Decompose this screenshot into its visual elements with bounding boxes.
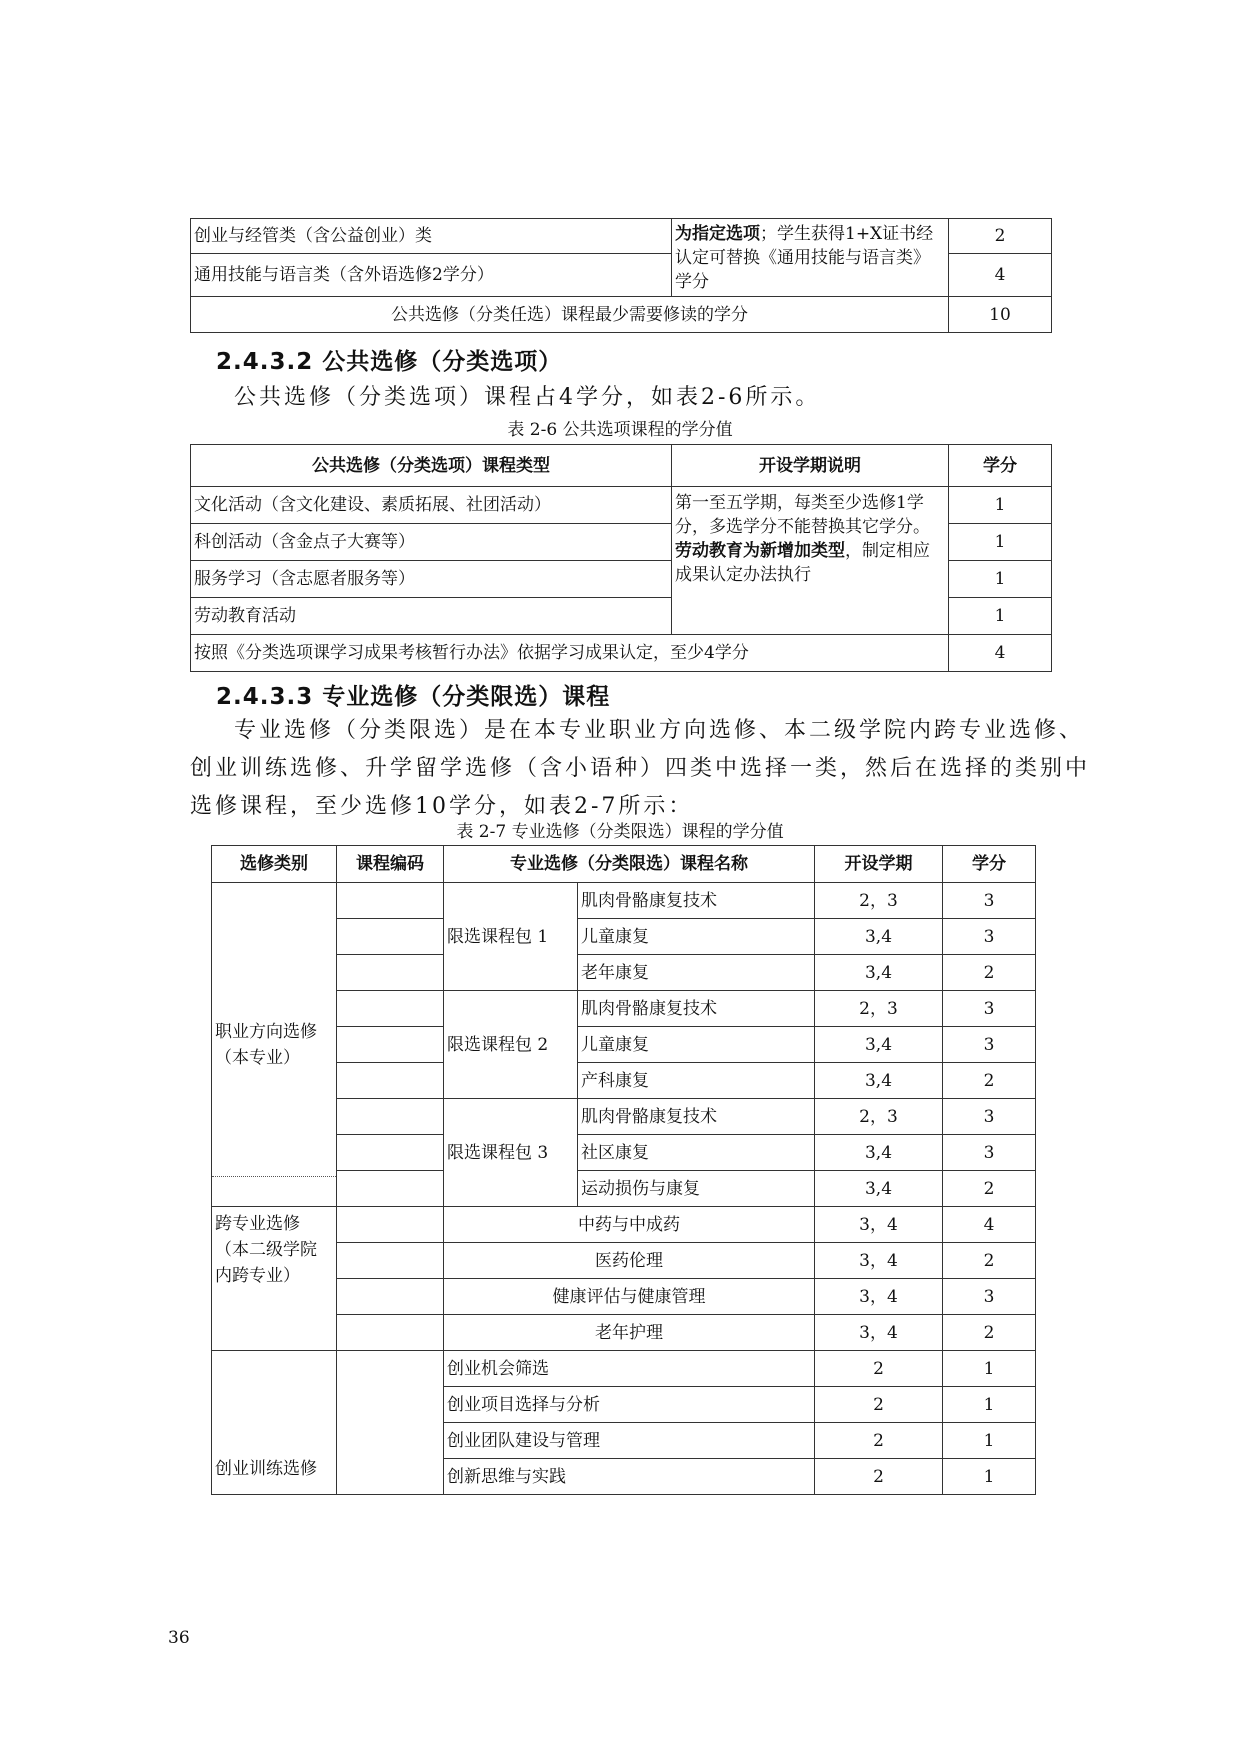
course-credit: 2 [943,1171,1036,1207]
course-semester: 3，4 [815,1279,943,1315]
course-credit: 2 [943,955,1036,991]
table-header: 开设学期 [815,846,943,883]
table-cell: 科创活动（含金点子大赛等） [191,524,672,561]
group-label-line: 跨专业选修 [215,1214,300,1234]
course-name: 创业机会筛选 [444,1351,815,1387]
course-name: 产科康复 [578,1063,815,1099]
course-semester: 3,4 [815,1027,943,1063]
table-footer-credit: 4 [949,635,1052,672]
package-label: 限选课程包 2 [444,991,578,1099]
course-credit: 3 [943,1279,1036,1315]
course-credit: 3 [943,919,1036,955]
course-semester: 3，4 [815,1207,943,1243]
course-credit: 1 [943,1387,1036,1423]
course-name: 健康评估与健康管理 [444,1279,815,1315]
course-credit: 2 [943,1243,1036,1279]
package-label: 限选课程包 1 [444,883,578,991]
course-semester: 2 [815,1459,943,1495]
package-label: 限选课程包 3 [444,1099,578,1207]
note-text: ；学生获得1+X证书经认定可替换《通用技能与语言类》学分 [675,224,934,292]
course-semester: 3,4 [815,1135,943,1171]
course-code-cell [337,883,444,919]
page-number: 36 [168,1628,190,1648]
course-name: 老年康复 [578,955,815,991]
course-name: 肌肉骨骼康复技术 [578,991,815,1027]
table-note [672,219,949,297]
note-bold-text: 为指定选项 [675,224,760,244]
course-name: 肌肉骨骼康复技术 [578,1099,815,1135]
course-code-cell [337,1063,444,1099]
section-heading-2-4-3-2: 2.4.3.2 公共选修（分类选项） [216,349,563,375]
course-name: 创业团队建设与管理 [444,1423,815,1459]
table-header: 课程编码 [337,846,444,883]
course-name: 运动损伤与康复 [578,1171,815,1207]
course-credit: 2 [943,1063,1036,1099]
table-cell: 服务学习（含志愿者服务等） [191,561,672,598]
table-cell: 2 [949,219,1052,254]
course-name: 儿童康复 [578,1027,815,1063]
table-cell: 1 [949,524,1052,561]
table-cell: 创业与经管类（含公益创业）类 [191,219,672,254]
course-code-cell [337,955,444,991]
table-cell: 劳动教育活动 [191,598,672,635]
table-footer-label: 按照《分类选项课学习成果考核暂行办法》依据学习成果认定，至少4学分 [191,635,949,672]
table-header: 专业选修（分类限选）课程名称 [444,846,815,883]
course-credit: 3 [943,1135,1036,1171]
course-name: 肌肉骨骼康复技术 [578,883,815,919]
table-2-7 [211,845,1036,1495]
section-heading-2-4-3-3: 2.4.3.3 专业选修（分类限选）课程 [216,684,611,710]
table-header: 选修类别 [212,846,337,883]
course-code-cell [337,1171,444,1207]
course-code-cell [337,1351,444,1495]
course-credit: 1 [943,1423,1036,1459]
course-name: 中药与中成药 [444,1207,815,1243]
table-header: 开设学期说明 [672,445,949,487]
group-label: 创业训练选修 [212,1351,337,1495]
course-semester: 3,4 [815,1063,943,1099]
course-name: 医药伦理 [444,1243,815,1279]
table-caption-2-6: 表 2-6 公共选项课程的学分值 [507,420,733,440]
course-credit: 2 [943,1315,1036,1351]
table-header: 公共选修（分类选项）课程类型 [191,445,672,487]
group-label-line: （本二级学院内跨专业） [215,1240,317,1286]
course-semester: 3，4 [815,1315,943,1351]
course-code-cell [337,1207,444,1243]
table-header: 学分 [949,445,1052,487]
course-name: 创业项目选择与分析 [444,1387,815,1423]
course-code-cell [337,919,444,955]
course-semester: 2，3 [815,1099,943,1135]
course-semester: 3，4 [815,1243,943,1279]
course-semester: 3,4 [815,1171,943,1207]
table-cell: 文化活动（含文化建设、素质拓展、社团活动） [191,487,672,524]
table-footer-label: 公共选修（分类任选）课程最少需要修读的学分 [191,297,949,333]
course-code-cell [337,1243,444,1279]
group-label [212,1207,337,1351]
course-code-cell [337,1099,444,1135]
course-semester: 3,4 [815,955,943,991]
course-semester: 2，3 [815,883,943,919]
table-footer-credit: 10 [949,297,1052,333]
section-paragraph-2-4-3-3: 专业选修（分类限选）是在本专业职业方向选修、本二级学院内跨专业选修、创业训练选修、升学留学选修（含小语种）四类中选择一类，然后在选择的类别中选修课程，至少选修10学分，如表2-7所示： [190,718,1091,819]
table-2-5-tail [190,218,1052,333]
course-name: 老年护理 [444,1315,815,1351]
course-code-cell [337,991,444,1027]
note-text: ，制定相应成果认定办法执行 [675,541,930,585]
course-credit: 3 [943,991,1036,1027]
table-note [672,487,949,635]
table-cell: 1 [949,487,1052,524]
table-cell: 通用技能与语言类（含外语选修2学分） [191,254,672,297]
course-code-cell [337,1279,444,1315]
course-semester: 2 [815,1351,943,1387]
course-semester: 2 [815,1387,943,1423]
table-caption-2-7: 表 2-7 专业选修（分类限选）课程的学分值 [456,822,784,842]
table-cell: 4 [949,254,1052,297]
table-2-6 [190,444,1052,672]
course-credit: 3 [943,883,1036,919]
course-code-cell [337,1315,444,1351]
course-credit: 4 [943,1207,1036,1243]
section-paragraph-2-4-3-2: 公共选修（分类选项）课程占4学分，如表2-6所示。 [234,385,821,410]
table-cell: 1 [949,561,1052,598]
course-credit: 3 [943,1099,1036,1135]
table-cell: 1 [949,598,1052,635]
note-text: 第一至五学期，每类至少选修1学分，多选学分不能替换其它学分。 [675,493,930,537]
course-code-cell [337,1027,444,1063]
course-semester: 2，3 [815,991,943,1027]
course-credit: 1 [943,1459,1036,1495]
note-bold-text: 劳动教育为新增加类型 [675,541,845,561]
course-code-cell [337,1135,444,1171]
course-credit: 1 [943,1351,1036,1387]
course-credit: 3 [943,1027,1036,1063]
dotted-divider [212,1176,336,1177]
course-name: 创新思维与实践 [444,1459,815,1495]
course-name: 儿童康复 [578,919,815,955]
course-semester: 3,4 [815,919,943,955]
table-header: 学分 [943,846,1036,883]
course-semester: 2 [815,1423,943,1459]
group-label: 职业方向选修（本专业） [212,883,337,1207]
course-name: 社区康复 [578,1135,815,1171]
